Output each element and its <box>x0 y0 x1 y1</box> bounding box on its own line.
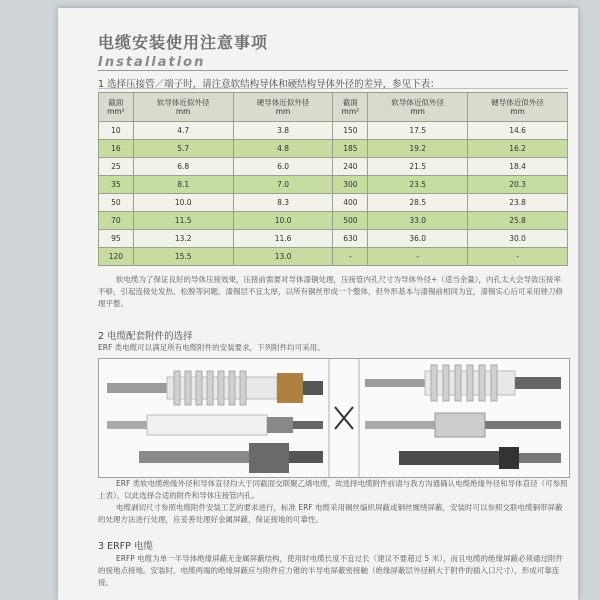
table-cell: 23.8 <box>468 194 568 212</box>
table-column-header <box>368 93 468 122</box>
table-cell: 500 <box>333 212 368 230</box>
table-cell: 17.5 <box>368 122 468 140</box>
table-cell: - <box>468 248 568 266</box>
table-column-header <box>99 93 134 122</box>
table-cell: 13.0 <box>233 248 333 266</box>
section1-paragraph: 软电缆为了保证良好的导体压接效果，压接前需要对导体漆铜处理，压接管内孔尺寸为导体外径+（适当余量），内孔太大会导致压接率不够，引起连接处发热、松脱等问题。漆锡层不宜太厚，以所有铜丝形成一个整体，但外形基本与漆锡前相同为宜，漆锡实心后可采用锉刀修理平整。 <box>98 275 563 308</box>
table-cell: 28.5 <box>368 194 468 212</box>
table-cell: 25.8 <box>468 212 568 230</box>
table-cell: 21.5 <box>368 158 468 176</box>
table-column-header <box>468 93 568 122</box>
table-cell: 120 <box>99 248 134 266</box>
page-subtitle: Installation <box>98 55 206 70</box>
column-header-unit: mm <box>510 107 525 116</box>
table-cell: 15.5 <box>133 248 233 266</box>
table-cell: 10.0 <box>133 194 233 212</box>
column-header-unit: mm <box>275 107 291 116</box>
table-cell: 185 <box>333 140 368 158</box>
table-cell: 36.0 <box>368 230 468 248</box>
table-cell: 20.3 <box>468 176 568 194</box>
table-cell: 95 <box>99 230 134 248</box>
column-header-unit: mm² <box>341 107 360 116</box>
column-header-label: 硬导体近似外径 <box>256 98 310 107</box>
table-row <box>99 140 568 158</box>
table-cell: 10.0 <box>233 212 333 230</box>
table-cell: 11.5 <box>133 212 233 230</box>
table-column-header <box>133 93 233 122</box>
table-cell: 18.4 <box>468 158 568 176</box>
table-row <box>99 194 568 212</box>
table-cell: 3.8 <box>233 122 333 140</box>
table-cell: 630 <box>333 230 368 248</box>
table-cell: 50 <box>99 194 134 212</box>
table-column-header <box>333 93 368 122</box>
column-header-label: 截面 <box>108 98 124 107</box>
section2-subtext: ERF 类电缆可以满足所有电缆附件的安装要求，下列附件均可采用。 <box>98 343 325 352</box>
table-cell: - <box>333 248 368 266</box>
table-cell: 4.8 <box>233 140 333 158</box>
page-title: 电缆安装使用注意事项 <box>98 33 269 52</box>
page-header <box>98 30 568 70</box>
table-cell: 70 <box>99 212 134 230</box>
table-cell: 7.0 <box>233 176 333 194</box>
table-row <box>99 122 568 140</box>
table-cell: 400 <box>333 194 368 212</box>
cable-accessories-illustration <box>99 359 569 477</box>
table-cell: 16 <box>99 140 134 158</box>
table-cell: 8.3 <box>233 194 333 212</box>
table-cell: 10 <box>99 122 134 140</box>
table-cell: 30.0 <box>468 230 568 248</box>
column-header-unit: mm² <box>107 107 125 116</box>
termination-illustration-left <box>107 371 323 473</box>
table-row <box>99 248 568 266</box>
column-header-label: 硬导体近似外径 <box>491 98 544 107</box>
table-row <box>99 176 568 194</box>
document-page <box>58 8 578 600</box>
table-cell: 16.2 <box>468 140 568 158</box>
table-cell: 6.8 <box>133 158 233 176</box>
column-header-label: 软导体近似外径 <box>156 98 210 107</box>
section3-heading: 3 ERFP 电缆 <box>98 541 153 552</box>
column-header-label: 软导体近似外径 <box>391 98 444 107</box>
section3-paragraph: ERFP 电缆为单一半导体绝缘屏蔽无金属屏蔽结构，使用时电缆长度不宜过长（建议不要超过 5 米），而且电缆的绝缘屏蔽必须通过附件的接地点接地。安装时，电缆两端的绝缘屏蔽应与附件应力锥的半导电屏蔽密接触（绝缘屏蔽层外径稍大于附件的插入口尺寸），形成可靠连接。 <box>98 554 563 587</box>
table-cell: 5.7 <box>133 140 233 158</box>
table-cell: 19.2 <box>368 140 468 158</box>
cross-arrows-icon <box>335 407 353 429</box>
table-cell: 8.1 <box>133 176 233 194</box>
table-cell: 4.7 <box>133 122 233 140</box>
table-cell: 33.0 <box>368 212 468 230</box>
table-column-header <box>233 93 333 122</box>
table-row <box>99 230 568 248</box>
section2-paragraph-1: ERF 类软电缆绝缘外径和导体直径均大于同截面交联聚乙烯电缆，故选择电缆附件前请与我方沟通确认电缆绝缘外径和导体直径（可参照上表），以此选择合适的附件和导体压接管内孔。 <box>98 479 568 500</box>
table-cell: 11.6 <box>233 230 333 248</box>
table-cell: 14.6 <box>468 122 568 140</box>
table-row <box>99 158 568 176</box>
table-cell: - <box>368 248 468 266</box>
table-row <box>99 212 568 230</box>
conductor-diameter-table <box>98 92 568 266</box>
section2-paragraph-2: 电缆剥切尺寸参照电缆附件安装工艺的要求进行，标准 ERF 电缆采用铜丝编织屏蔽或铜丝缠绕屏蔽，安装时可以参照交联电缆铜带屏蔽的处理方法进行处理，应妥善处理好金属屏蔽，保证接地的可靠性。 <box>98 503 563 524</box>
header-divider <box>98 70 568 71</box>
column-header-unit: mm <box>410 107 425 116</box>
accessories-figure <box>98 358 570 478</box>
column-header-label: 截面 <box>342 98 358 107</box>
table-header-row <box>99 93 568 122</box>
joint-illustration-right <box>365 365 561 469</box>
table-cell: 300 <box>333 176 368 194</box>
column-header-unit: mm <box>175 107 191 116</box>
table-cell: 13.2 <box>133 230 233 248</box>
table-cell: 240 <box>333 158 368 176</box>
section1-heading: 1 选择压接管／端子时，请注意软结构导体和硬结构导体外径的差异，参见下表： <box>98 79 440 90</box>
table-cell: 23.5 <box>368 176 468 194</box>
section2-heading: 2 电缆配套附件的选择 <box>98 331 193 342</box>
table-cell: 25 <box>99 158 134 176</box>
table-cell: 35 <box>99 176 134 194</box>
table-cell: 150 <box>333 122 368 140</box>
table-cell: 6.0 <box>233 158 333 176</box>
